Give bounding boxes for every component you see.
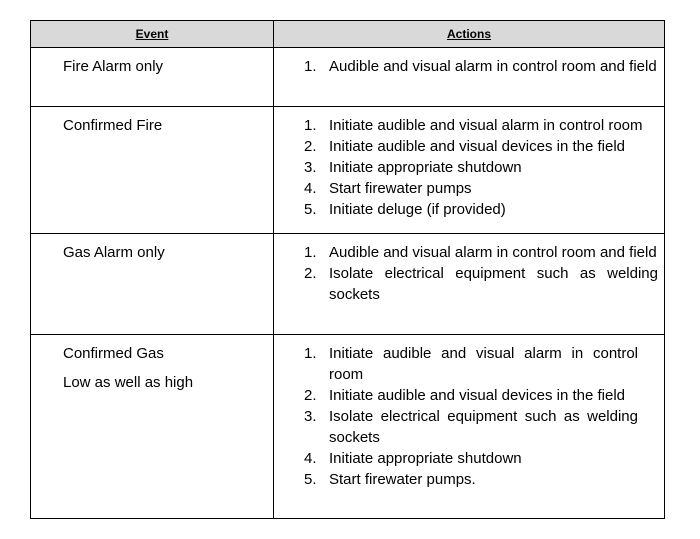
action-text: Start firewater pumps. [329,471,476,488]
action-text: Initiate audible and visual alarm in control room [329,345,638,383]
action-number: 3. [304,408,317,425]
event-label: Confirmed Fire [63,117,163,134]
event-actions-table [30,20,665,519]
actions-cell [274,107,665,234]
actions-list [304,242,658,305]
action-number: 4. [304,450,317,467]
action-number: 5. [304,471,317,488]
action-text: Audible and visual alarm in control room and field [329,58,657,75]
action-item [304,385,638,406]
action-number: 1. [304,244,317,261]
action-item [304,242,658,263]
action-item [304,343,638,385]
action-text: Initiate appropriate shutdown [329,450,522,467]
action-text: Initiate appropriate shutdown [329,159,522,176]
actions-list [304,115,658,220]
action-item [304,178,658,199]
actions-cell [274,234,665,335]
table-row-confirmed-fire [31,107,665,234]
action-number: 1. [304,58,317,75]
action-text: Initiate audible and visual alarm in control room [329,117,643,134]
action-text: Isolate electrical equipment such as welding sockets [329,408,638,446]
event-sublabel: Low as well as high [63,374,194,391]
action-text: Initiate audible and visual devices in the field [329,138,626,155]
header-row [31,21,665,48]
action-number: 1. [304,345,317,362]
table-row-gas-alarm-only [31,234,665,335]
action-number: 4. [304,180,317,197]
action-item [304,199,658,220]
event-cell [31,107,274,234]
table-row-fire-alarm-only [31,48,665,107]
event-label: Confirmed Gas [63,345,164,362]
actions-list [304,343,638,490]
event-label: Gas Alarm only [63,244,165,261]
event-label: Fire Alarm only [63,58,164,75]
action-number: 3. [304,159,317,176]
action-item [304,157,658,178]
actions-list [304,56,658,77]
action-item [304,448,638,469]
action-item [304,263,658,305]
actions-cell [274,48,665,107]
header-event: Event [31,21,274,48]
actions-cell [274,335,665,519]
action-number: 5. [304,201,317,218]
action-item [304,115,658,136]
event-cell [31,234,274,335]
action-number: 2. [304,138,317,155]
event-cell [31,335,274,519]
table-row-confirmed-gas [31,335,665,519]
action-text: Isolate electrical equipment such as welding sockets [329,265,658,303]
action-text: Initiate audible and visual devices in the field [329,387,626,404]
action-text: Audible and visual alarm in control room and field [329,244,657,261]
action-number: 2. [304,265,317,282]
event-cell [31,48,274,107]
action-item [304,136,658,157]
action-item [304,406,638,448]
action-text: Start firewater pumps [329,180,472,197]
action-number: 1. [304,117,317,134]
action-number: 2. [304,387,317,404]
header-actions: Actions [274,21,665,48]
action-item [304,469,638,490]
action-item [304,56,658,77]
action-text: Initiate deluge (if provided) [329,201,506,218]
